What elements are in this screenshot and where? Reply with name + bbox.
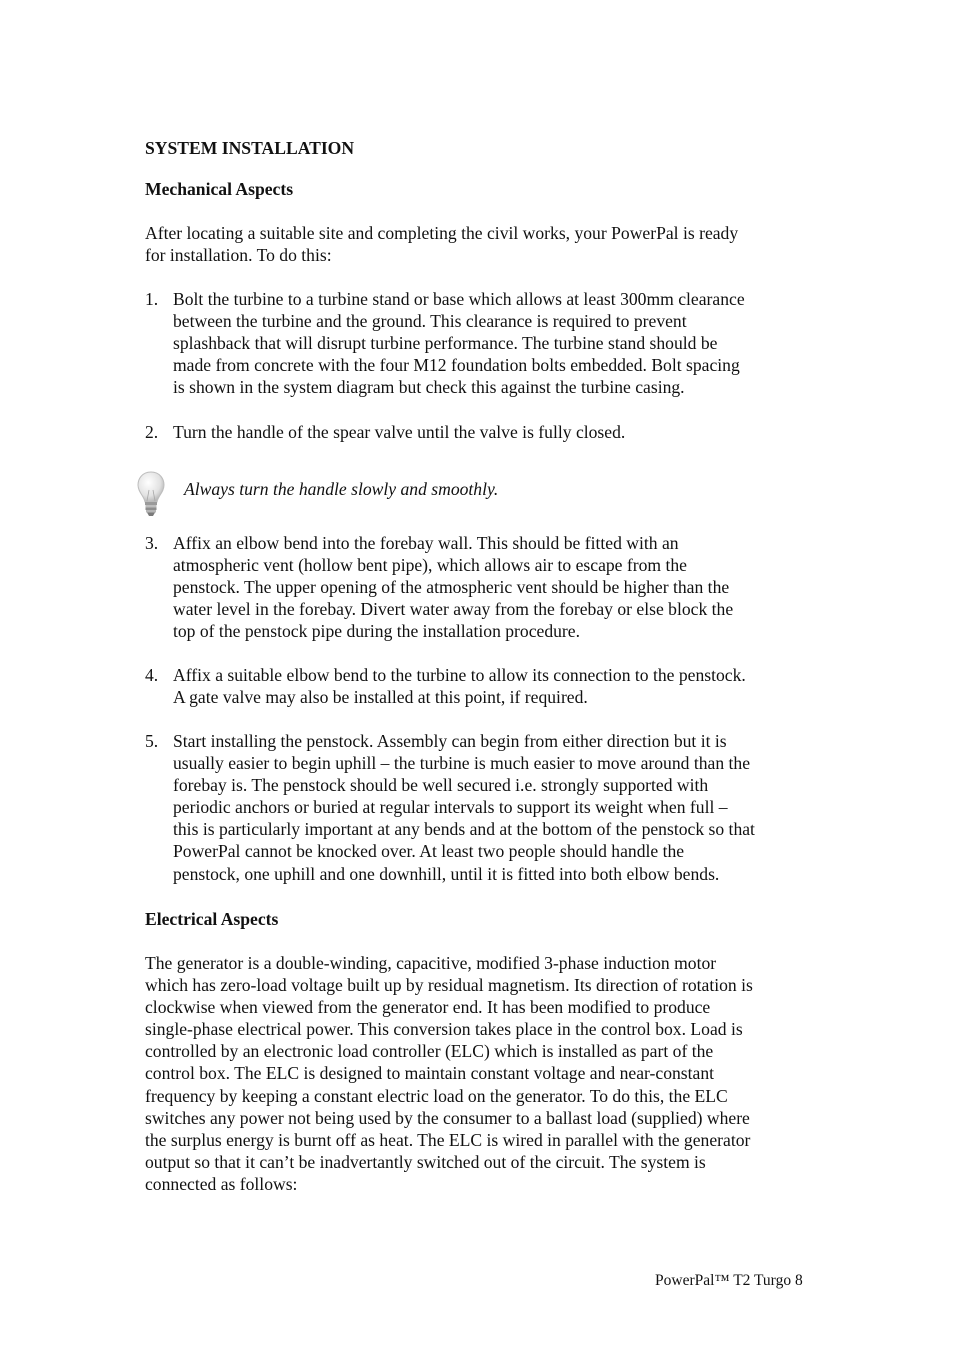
paragraph-line: switches any power not being used by the consumer to a ballast load (supplied) where — [145, 1107, 750, 1128]
step-line: usually easier to begin uphill – the turbine is much easier to move around than the — [173, 753, 751, 774]
paragraph-line: single-phase electrical power. This conversion takes place in the control box. Load is — [145, 1019, 743, 1040]
step-line: top of the penstock pipe during the installation procedure. — [173, 621, 580, 642]
step-line: Affix a suitable elbow bend to the turbine to allow its connection to the penstock. — [173, 665, 746, 685]
step-line: Turn the handle of the spear valve until the valve is fully closed. — [173, 422, 626, 442]
mechanical-intro — [145, 222, 738, 266]
paragraph-line: which has zero-load voltage built up by residual magnetism. Its direction of rotation is — [145, 975, 753, 996]
step-number: 2. — [145, 422, 159, 442]
paragraph-line: controlled by an electronic load controller (ELC) which is installed as part of the — [145, 1041, 714, 1062]
paragraph-line: The generator is a double-winding, capacitive, modified 3-phase induction motor — [145, 953, 717, 973]
step-line: penstock, one uphill and one downhill, until it is fitted into both elbow bends. — [173, 863, 720, 884]
mechanical-heading: Mechanical Aspects — [145, 179, 294, 199]
intro-line: After locating a suitable site and completing the civil works, your PowerPal is ready — [145, 223, 739, 243]
paragraph-line: clockwise when viewed from the generator end. It has been modified to produce — [145, 997, 711, 1018]
paragraph-line: frequency by keeping a constant electric load on the generator. To do this, the ELC — [145, 1085, 728, 1106]
step-line: Start installing the penstock. Assembly can begin from either direction but it is — [173, 731, 727, 751]
step-line: Affix an elbow bend into the forebay wall. This should be fitted with an — [173, 533, 679, 553]
step-number: 1. — [145, 289, 159, 309]
step-line: atmospheric vent (hollow bent pipe), which allows air to escape from the — [173, 555, 687, 576]
paragraph-line: connected as follows: — [145, 1173, 298, 1194]
step-line: splashback that will disrupt turbine performance. The turbine stand should be — [173, 333, 718, 354]
step-line: A gate valve may also be installed at this point, if required. — [173, 687, 588, 708]
step-line: between the turbine and the ground. This clearance is required to prevent — [173, 311, 687, 332]
step-number: 4. — [145, 665, 159, 685]
tip-text: Always turn the handle slowly and smoothly. — [184, 479, 499, 499]
paragraph-line: the surplus energy is burnt off as heat. The ELC is wired in parallel with the generator — [145, 1129, 751, 1150]
step-line: is shown in the system diagram but check this against the turbine casing. — [173, 377, 685, 398]
step-number: 3. — [145, 533, 159, 553]
step-line: PowerPal cannot be knocked over. At least two people should handle the — [173, 841, 685, 862]
step-line: made from concrete with the four M12 foundation bolts embedded. Bolt spacing — [173, 355, 740, 376]
step-line: penstock. The upper opening of the atmospheric vent should be higher than the — [173, 577, 730, 598]
step-line: periodic anchors or buried at regular intervals to support its weight when full – — [173, 797, 728, 818]
electrical-paragraph — [145, 952, 753, 1195]
electrical-heading: Electrical Aspects — [145, 909, 279, 929]
paragraph-line: output so that it can’t be inadvertantly switched out of the circuit. The system is — [145, 1151, 706, 1172]
step-line: forebay is. The penstock should be well secured i.e. strongly supported with — [173, 775, 709, 796]
section-title: SYSTEM INSTALLATION — [145, 138, 355, 158]
step-line: this is particularly important at any bends and at the bottom of the penstock so that — [173, 819, 755, 840]
lightbulb-icon — [136, 470, 166, 520]
step-line: Bolt the turbine to a turbine stand or base which allows at least 300mm clearance — [173, 289, 745, 309]
page-footer: PowerPal™ T2 Turgo 8 — [655, 1272, 803, 1289]
intro-line: for installation. To do this: — [145, 245, 332, 266]
paragraph-line: control box. The ELC is designed to maintain constant voltage and near-constant — [145, 1063, 715, 1084]
step-number: 5. — [145, 731, 159, 751]
step-line: water level in the forebay. Divert water away from the forebay or else block the — [173, 599, 734, 620]
